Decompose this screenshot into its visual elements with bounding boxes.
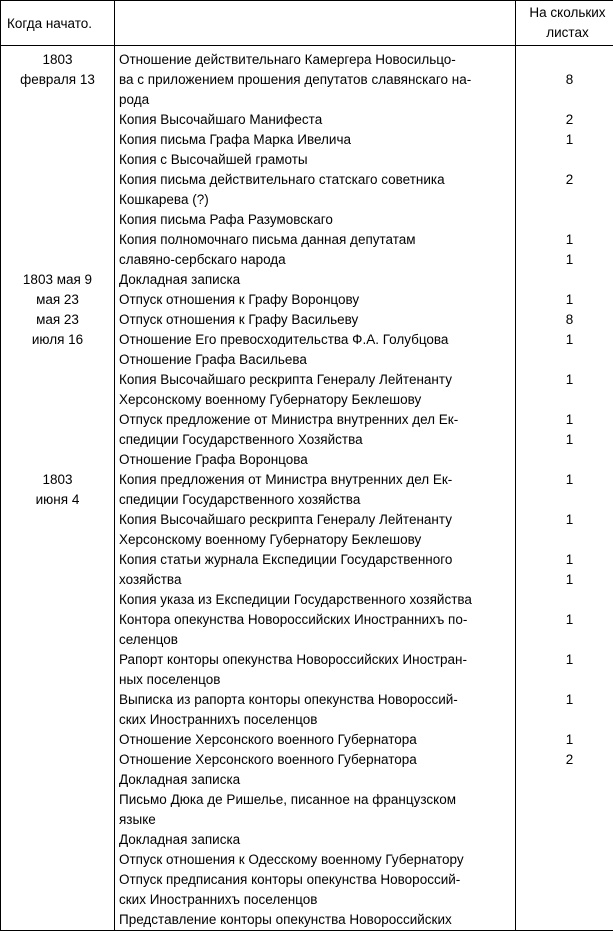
sheets-line [516, 150, 613, 170]
sheets-line [516, 630, 613, 650]
sheets-line: 2 [565, 112, 574, 127]
sheets-line: 1 [565, 652, 574, 667]
sheets-line [516, 710, 613, 730]
date-line [1, 790, 114, 810]
sheets-line: 1 [565, 292, 574, 307]
description-line: Копия Высочайшаго рескрипта Генералу Лейтенанту [119, 512, 452, 527]
date-line [1, 130, 114, 150]
date-line [1, 890, 114, 910]
description-line: Херсонскому военному Губернатору Беклешову [119, 532, 422, 547]
sheets-line: 1 [565, 512, 574, 527]
date-line [1, 770, 114, 790]
sheets-line [516, 890, 613, 910]
date-line: мая 23 [36, 312, 79, 327]
description-line: Копия полномочнаго письма данная депутатам [119, 232, 416, 247]
description-line: ва с приложением прошения депутатов славянскаго на- [119, 72, 472, 87]
sheets-line [516, 810, 613, 830]
sheets-line: 1 [565, 132, 574, 147]
description-line: Рапорт конторы опекунства Новороссийских Иностран- [119, 652, 468, 667]
sheets-line [516, 350, 613, 370]
sheets-line: 8 [565, 312, 574, 327]
date-line [1, 410, 114, 430]
sheets-line: 1 [565, 332, 574, 347]
sheets-line [516, 210, 613, 230]
description-line: Копия письма действительнаго статскаго советника [119, 172, 445, 187]
date-line [1, 870, 114, 890]
date-line [1, 250, 114, 270]
sheets-line: 8 [565, 72, 574, 87]
description-line: хозяйства [119, 572, 182, 587]
description-line: языке [119, 812, 156, 827]
date-line [1, 170, 114, 190]
sheets-line: 1 [565, 232, 574, 247]
description-line: Кошкарева (?) [119, 192, 209, 207]
date-line [1, 230, 114, 250]
date-line: июля 16 [31, 332, 84, 347]
header-sheets-line2: листах [546, 25, 589, 40]
sheets-line [516, 270, 613, 290]
sheets-line: 1 [565, 692, 574, 707]
description-line: рода [119, 92, 150, 107]
sheets-line [516, 830, 613, 850]
description-line: Отпуск отношения к Графу Васильеву [119, 312, 359, 327]
description-line: славяно-сербскаго народа [119, 252, 286, 267]
sheets-line [516, 50, 613, 70]
sheets-line: 1 [565, 432, 574, 447]
description-line: Отпуск отношения к Графу Воронцову [119, 292, 360, 307]
date-line [1, 570, 114, 590]
date-line [1, 350, 114, 370]
sheets-line: 2 [565, 172, 574, 187]
date-line [1, 910, 114, 930]
date-line: 1803 мая 9 [22, 272, 93, 287]
header-row [1, 1, 613, 46]
date-column [1, 46, 115, 931]
description-column [115, 46, 516, 931]
sheets-line [516, 910, 613, 930]
date-line [1, 670, 114, 690]
body-row [1, 46, 613, 931]
date-line: июня 4 [35, 492, 80, 507]
sheets-line [516, 90, 613, 110]
date-line [1, 210, 114, 230]
sheets-line: 1 [565, 372, 574, 387]
header-date: Когда начато. [1, 1, 115, 46]
description-line: Копия с Высочайшей грамоты [119, 152, 308, 167]
date-line: 1803 [42, 472, 73, 487]
date-line [1, 850, 114, 870]
date-line [1, 150, 114, 170]
sheets-line [516, 490, 613, 510]
date-line [1, 390, 114, 410]
sheets-line: 2 [565, 752, 574, 767]
sheets-line [516, 390, 613, 410]
date-line [1, 630, 114, 650]
description-line: Отпуск отношения к Одесскому военному Губернатору [119, 852, 464, 867]
date-line [1, 690, 114, 710]
description-line: Докладная записка [119, 272, 241, 287]
description-line: Копия указа из Експедиции Государственного хозяйства [119, 592, 472, 607]
sheets-line: 1 [565, 572, 574, 587]
description-line: Докладная записка [119, 772, 241, 787]
sheets-line [516, 850, 613, 870]
description-line: Контора опекунства Новороссийских Иностраннихъ по- [119, 612, 468, 627]
sheets-line [516, 590, 613, 610]
description-line: Представление конторы опекунства Новороссийских [119, 912, 452, 927]
date-line [1, 830, 114, 850]
description-line: ских Иностраннихъ поселенцов [119, 892, 318, 907]
description-line: Докладная записка [119, 832, 241, 847]
date-line [1, 510, 114, 530]
description-line: Копия статьи журнала Експедиции Государственного [119, 552, 453, 567]
description-line: Выписка из рапорта конторы опекунства Новороссий- [119, 692, 458, 707]
description-line: Отношение Графа Васильева [119, 352, 307, 367]
date-line [1, 750, 114, 770]
description-line: ных поселенцов [119, 672, 221, 687]
date-line [1, 90, 114, 110]
description-line: Отношение Херсонского военного Губернатора [119, 752, 417, 767]
description-line: Копия Высочайшаго Манифеста [119, 112, 323, 127]
sheets-line [516, 870, 613, 890]
date-line [1, 190, 114, 210]
description-line: Отношение Херсонского военного Губернатора [119, 732, 417, 747]
date-line [1, 610, 114, 630]
date-line [1, 810, 114, 830]
date-line [1, 530, 114, 550]
sheets-column [516, 46, 613, 931]
date-line [1, 430, 114, 450]
date-line [1, 450, 114, 470]
date-line [1, 730, 114, 750]
sheets-line: 1 [565, 412, 574, 427]
date-line: февраля 13 [20, 72, 95, 87]
description-line: спедиции Государственного Хозяйства [119, 432, 363, 447]
description-line: Копия письма Рафа Разумовскаго [119, 212, 333, 227]
date-line [1, 370, 114, 390]
header-sheets-line1: На скольких [529, 5, 606, 20]
date-line [1, 650, 114, 670]
description-line: Копия предложения от Министра внутренних дел Ек- [119, 472, 453, 487]
date-line [1, 550, 114, 570]
sheets-line [516, 530, 613, 550]
description-line: Отношение Графа Воронцова [119, 452, 308, 467]
description-line: Херсонскому военному Губернатору Беклешову [119, 392, 422, 407]
description-line: Отношение Его превосходительства Ф.А. Голубцова [119, 332, 449, 347]
description-line: селенцов [119, 632, 178, 647]
header-description [115, 1, 516, 46]
date-line: мая 23 [36, 292, 79, 307]
description-line: Письмо Дюка де Ришелье, писанное на французском [119, 792, 456, 807]
date-line: 1803 [42, 52, 73, 67]
sheets-line: 1 [565, 552, 574, 567]
description-line: ских Иностраннихъ поселенцов [119, 712, 318, 727]
sheets-line [516, 450, 613, 470]
sheets-line: 1 [565, 252, 574, 267]
description-line: Копия Высочайшаго рескрипта Генералу Лейтенанту [119, 372, 452, 387]
date-line [1, 710, 114, 730]
date-line [1, 590, 114, 610]
sheets-line [516, 190, 613, 210]
sheets-line [516, 770, 613, 790]
sheets-line: 1 [565, 472, 574, 487]
header-sheets [516, 1, 613, 46]
description-line: Отношение действительнаго Камергера Новосильцо- [119, 52, 456, 67]
date-line [1, 110, 114, 130]
description-line: Отпуск предписания конторы опекунства Новороссий- [119, 872, 461, 887]
sheets-line [516, 670, 613, 690]
sheets-line [516, 790, 613, 810]
sheets-line: 1 [565, 612, 574, 627]
sheets-line: 1 [565, 732, 574, 747]
description-line: Отпуск предложение от Министра внутренних дел Ек- [119, 412, 459, 427]
description-line: Копия письма Графа Марка Ивелича [119, 132, 352, 147]
description-line: спедиции Государственного хозяйства [119, 492, 361, 507]
